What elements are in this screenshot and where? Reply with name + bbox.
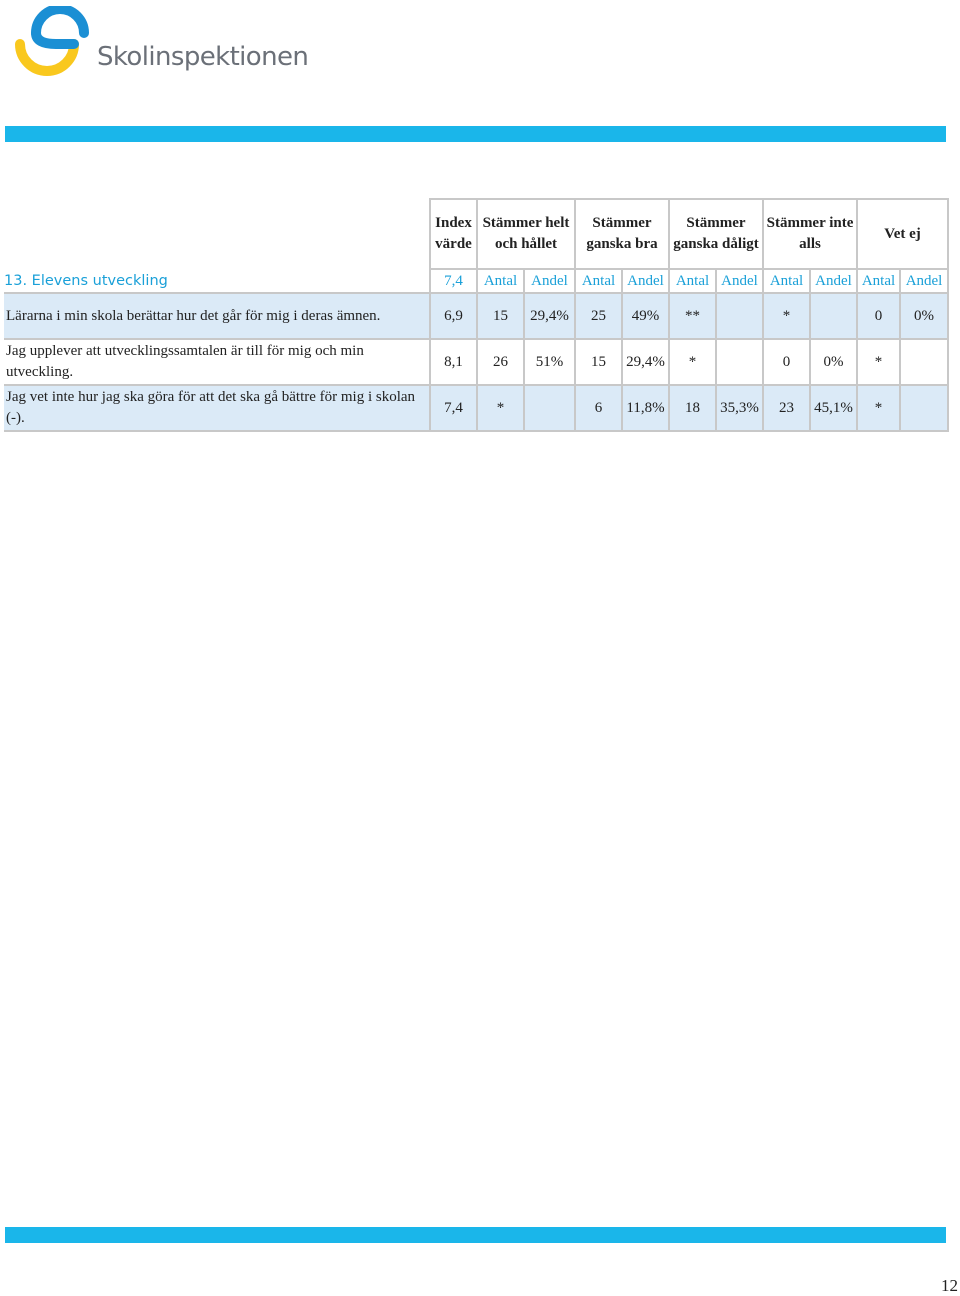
question-text: Jag vet inte hur jag ska göra för att det ska gå bättre för mig i skolan (-). [4, 385, 430, 431]
table-row [4, 293, 948, 339]
andel-value [900, 385, 948, 431]
antal-value: 0 [763, 339, 810, 385]
table-row [4, 385, 948, 431]
andel-value: 11,8% [622, 385, 669, 431]
andel-value: 45,1% [810, 385, 857, 431]
antal-value: ** [669, 293, 716, 339]
col-ganska-bra-header: Stämmer ganska bra [575, 199, 669, 269]
andel-value [716, 293, 763, 339]
andel-value: 49% [622, 293, 669, 339]
section-index: 7,4 [430, 269, 477, 293]
andel-value: 29,4% [524, 293, 575, 339]
antal-label: Antal [575, 269, 622, 293]
andel-value: 51% [524, 339, 575, 385]
col-helt-header: Stämmer helt och hållet [477, 199, 575, 269]
andel-value: 29,4% [622, 339, 669, 385]
andel-label: Andel [716, 269, 763, 293]
antal-value: * [477, 385, 524, 431]
antal-value: 6 [575, 385, 622, 431]
column-header-row [4, 199, 948, 269]
antal-label: Antal [477, 269, 524, 293]
antal-label: Antal [763, 269, 810, 293]
index-value: 7,4 [430, 385, 477, 431]
footer-band [5, 1227, 946, 1243]
index-value: 6,9 [430, 293, 477, 339]
survey-table [4, 198, 949, 432]
andel-value [716, 339, 763, 385]
question-text: Lärarna i min skola berättar hur det går för mig i deras ämnen. [4, 293, 430, 339]
col-ganska-daligt-header: Stämmer ganska dåligt [669, 199, 763, 269]
andel-value [810, 293, 857, 339]
skolinspektionen-logo [14, 6, 314, 80]
antal-value: * [763, 293, 810, 339]
andel-value: 0% [900, 293, 948, 339]
andel-label: Andel [524, 269, 575, 293]
col-vet-ej-header: Vet ej [857, 199, 948, 269]
andel-value [524, 385, 575, 431]
andel-label: Andel [810, 269, 857, 293]
andel-value: 35,3% [716, 385, 763, 431]
antal-value: * [857, 385, 900, 431]
col-index-header: Index värde [430, 199, 477, 269]
table-row [4, 339, 948, 385]
index-value: 8,1 [430, 339, 477, 385]
antal-value: 0 [857, 293, 900, 339]
andel-value [900, 339, 948, 385]
andel-label: Andel [900, 269, 948, 293]
antal-value: 18 [669, 385, 716, 431]
section-title: 13. Elevens utveckling [4, 269, 430, 293]
antal-value: * [669, 339, 716, 385]
page-number: 12 [941, 1276, 958, 1295]
logo-text: Skolinspektionen [97, 42, 309, 72]
antal-value: 25 [575, 293, 622, 339]
antal-value: * [857, 339, 900, 385]
antal-value: 15 [575, 339, 622, 385]
antal-value: 26 [477, 339, 524, 385]
andel-value: 0% [810, 339, 857, 385]
header-band [5, 126, 946, 142]
antal-label: Antal [669, 269, 716, 293]
col-inte-alls-header: Stämmer inte alls [763, 199, 857, 269]
question-text: Jag upplever att utvecklingssamtalen är till för mig och min utveckling. [4, 339, 430, 385]
antal-value: 23 [763, 385, 810, 431]
andel-label: Andel [622, 269, 669, 293]
section-header-row [4, 269, 948, 293]
antal-label: Antal [857, 269, 900, 293]
antal-value: 15 [477, 293, 524, 339]
logo-mark-icon [14, 6, 94, 80]
